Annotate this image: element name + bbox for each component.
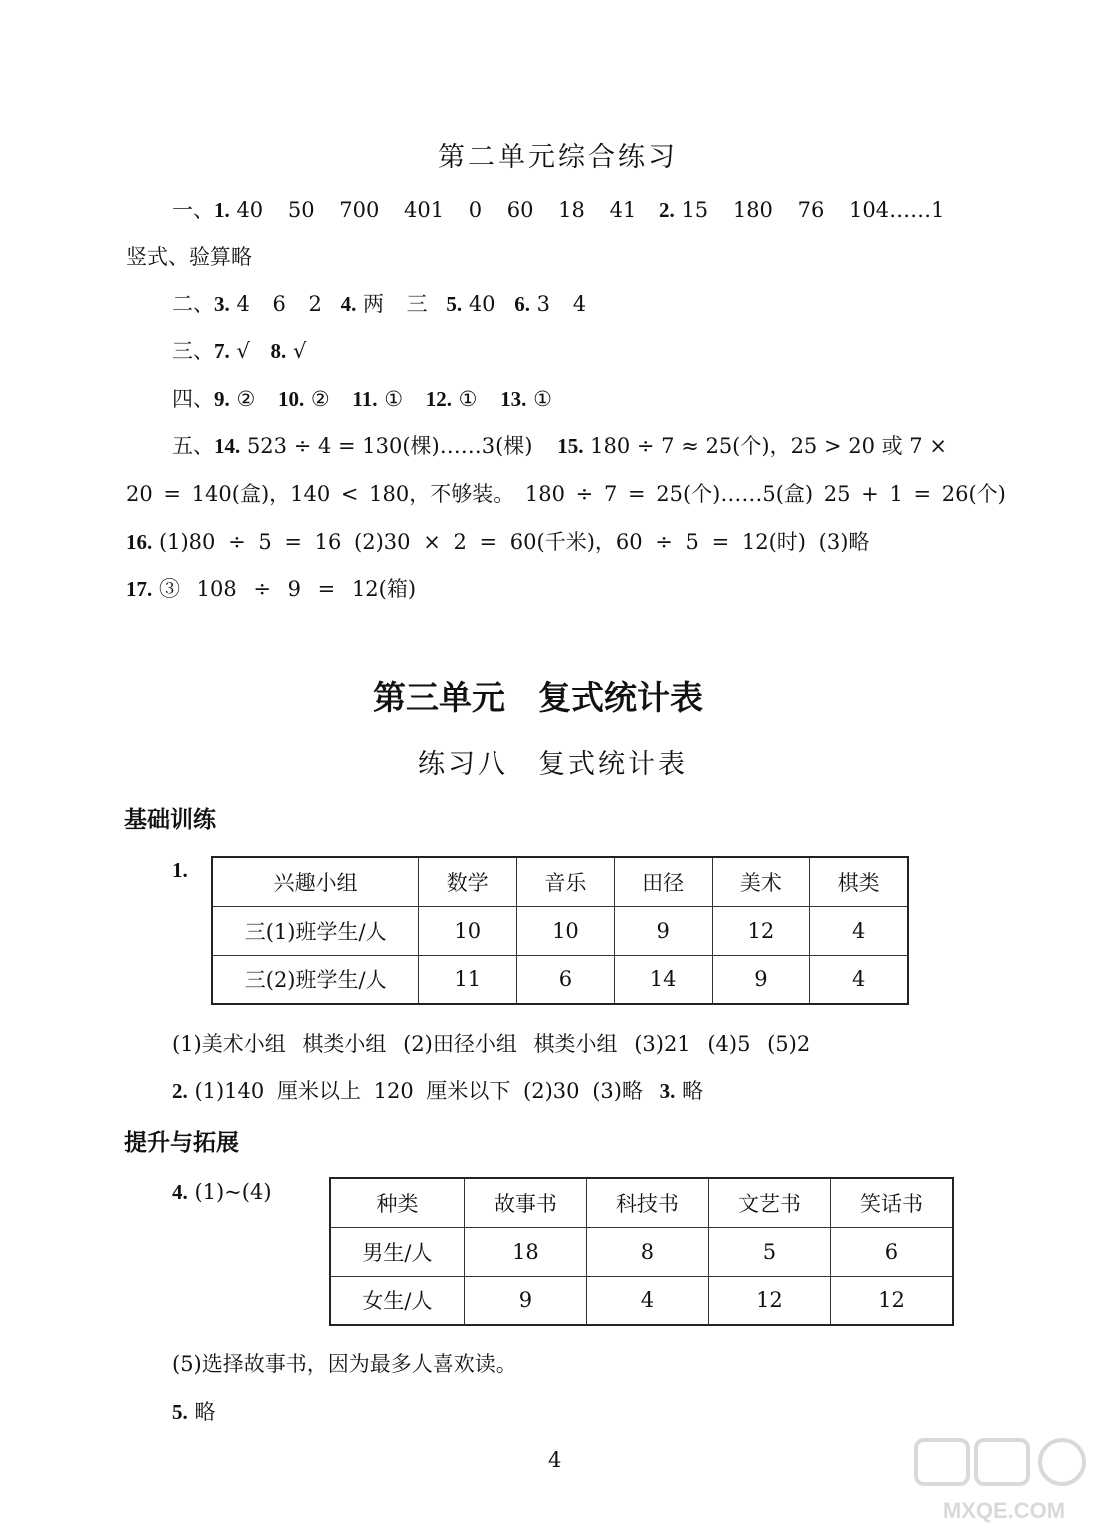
- table-header-cell: 文艺书: [708, 1178, 830, 1227]
- q4-label: [172, 1180, 272, 1205]
- q1-answer: (1)美术小组 棋类小组 (2)田径小组 棋类小组 (3)21 (4)5 (5)2: [172, 1032, 811, 1056]
- question-number: 5.: [446, 292, 463, 316]
- answer-line-6: [172, 430, 947, 460]
- question-number: 1.: [214, 198, 230, 222]
- answer-text: ①: [458, 387, 478, 411]
- question-number: 12.: [425, 387, 452, 411]
- answer-text: ②: [236, 387, 256, 411]
- answer-text: 180 ÷ 7 ≈ 25(个)，25 > 20 或 7 ×: [590, 434, 947, 458]
- table-cell: 4: [810, 955, 908, 1004]
- table-cell: 12: [830, 1276, 953, 1325]
- table-cell: 10: [419, 906, 517, 955]
- section-prefix: 四、: [172, 387, 214, 411]
- interest-group-table: [211, 856, 909, 1005]
- q5-answer: [172, 1396, 215, 1426]
- table-row: [330, 1276, 953, 1325]
- question-number: 3.: [659, 1079, 676, 1103]
- answer-text: ①: [533, 387, 552, 411]
- table-header-cell: 种类: [330, 1178, 464, 1227]
- question-number: 10.: [277, 387, 305, 411]
- answer-line-3: [172, 288, 586, 318]
- question-number: 4.: [340, 292, 357, 316]
- table-cell: 5: [708, 1227, 830, 1276]
- section-prefix: 二、: [172, 292, 214, 316]
- question-number: 11.: [352, 387, 378, 411]
- section-prefix: 一、: [172, 198, 214, 222]
- section-prefix: 三、: [172, 339, 214, 363]
- row-label: 男生/人: [330, 1227, 464, 1276]
- table-header-cell: 笑话书: [830, 1178, 953, 1227]
- table-row: [212, 906, 908, 955]
- table-header-cell: 美术: [712, 857, 810, 906]
- row-label: 女生/人: [330, 1276, 464, 1325]
- answer-text: (1)80 ÷ 5 = 16 (2)30 × 2 = 60(千米)，60 ÷ 5 = 12(时) (3)略: [158, 530, 870, 554]
- table-cell: 4: [586, 1276, 708, 1325]
- answer-line-2: 竖式、验算略: [126, 245, 252, 269]
- check-mark: √: [236, 339, 250, 363]
- question-number: 7.: [214, 339, 230, 363]
- row-label: 三(1)班学生/人: [212, 906, 419, 955]
- table-row: [212, 955, 908, 1004]
- question-number: 17.: [126, 577, 153, 601]
- question-number: 9.: [214, 387, 230, 411]
- question-number: 1.: [172, 858, 188, 882]
- table-cell: 14: [614, 955, 712, 1004]
- question-number: 3.: [214, 292, 230, 316]
- answer-text: 3 4: [536, 292, 587, 316]
- table-cell: 6: [830, 1227, 953, 1276]
- question-number: 15.: [557, 434, 584, 458]
- section2-title: 第二单元综合练习: [438, 142, 678, 173]
- watermark-text: MXQE.COM: [942, 1498, 1066, 1523]
- table-row: [330, 1227, 953, 1276]
- answer-stamp-logo-icon: [914, 1438, 1094, 1528]
- question-number: 4.: [172, 1180, 188, 1204]
- book-type-table: [329, 1177, 954, 1326]
- question-number: 2.: [659, 198, 675, 222]
- table-header-cell: 兴趣小组: [212, 857, 419, 906]
- check-mark: √: [292, 339, 307, 363]
- extension-heading: 提升与拓展: [124, 1130, 239, 1156]
- question-number: 5.: [172, 1400, 188, 1424]
- table-header-cell: 数学: [419, 857, 517, 906]
- answer-text: 40 50 700 401 0 60 18 41: [236, 198, 637, 222]
- table-cell: 9: [464, 1276, 586, 1325]
- table-cell: 12: [712, 906, 810, 955]
- table-cell: 18: [464, 1227, 586, 1276]
- answer-line-7: 20 = 140(盒)，140 < 180，不够装。 180 ÷ 7 = 25(个)……5(盒) 25 + 1 = 26(个): [126, 482, 1006, 506]
- table-header-cell: 音乐: [517, 857, 615, 906]
- answer-text: 523 ÷ 4 = 130(棵)……3(棵): [246, 434, 533, 458]
- table-cell: 6: [517, 955, 615, 1004]
- answer-text: ②: [310, 387, 330, 411]
- answer-line-9: [126, 573, 416, 603]
- answer-text: 40: [468, 292, 496, 316]
- row-label: 三(2)班学生/人: [212, 955, 419, 1004]
- answer-text: 略: [682, 1079, 704, 1103]
- table-header-cell: 科技书: [586, 1178, 708, 1227]
- table-cell: 9: [614, 906, 712, 955]
- exercise-title: 练习八 复式统计表: [418, 749, 688, 780]
- answer-text: ①: [384, 387, 404, 411]
- q2-q3-answer: [172, 1075, 703, 1105]
- answer-line-8: [126, 526, 869, 556]
- table-cell: 8: [586, 1227, 708, 1276]
- page-number: 4: [548, 1448, 562, 1472]
- sub-range: (1)~(4): [194, 1180, 272, 1204]
- section-prefix: 五、: [172, 434, 214, 458]
- table-header-cell: 田径: [614, 857, 712, 906]
- answer-line-5: [172, 383, 552, 413]
- table-cell: 10: [517, 906, 615, 955]
- table-cell: 4: [810, 906, 908, 955]
- watermark-logo-icon: [914, 1438, 1094, 1528]
- answer-text: 15 180 76 104……1: [681, 198, 945, 222]
- answer-text: 4 6 2: [236, 292, 322, 316]
- table-header-cell: 棋类: [810, 857, 908, 906]
- answer-text: (1)140 厘米以上 120 厘米以下 (2)30 (3)略: [194, 1079, 643, 1103]
- answer-line-1: [172, 194, 944, 224]
- answer-text: 略: [194, 1400, 216, 1424]
- answer-text: 两 三: [363, 292, 428, 316]
- question-number: 13.: [500, 387, 527, 411]
- answer-text: ③ 108 ÷ 9 = 12(箱): [158, 577, 417, 601]
- question-number: 8.: [270, 339, 287, 363]
- table-header-cell: 故事书: [464, 1178, 586, 1227]
- table-cell: 11: [419, 955, 517, 1004]
- question-number: 2.: [172, 1079, 188, 1103]
- table-cell: 9: [712, 955, 810, 1004]
- unit3-title: 第三单元 复式统计表: [373, 678, 703, 717]
- question-number: 16.: [126, 530, 153, 554]
- question-number: 14.: [214, 434, 241, 458]
- table-cell: 12: [708, 1276, 830, 1325]
- basic-training-heading: 基础训练: [124, 807, 216, 833]
- answer-line-4: [172, 335, 306, 365]
- q4-answer: (5)选择故事书，因为最多人喜欢读。: [172, 1352, 517, 1376]
- question-number: 6.: [514, 292, 530, 316]
